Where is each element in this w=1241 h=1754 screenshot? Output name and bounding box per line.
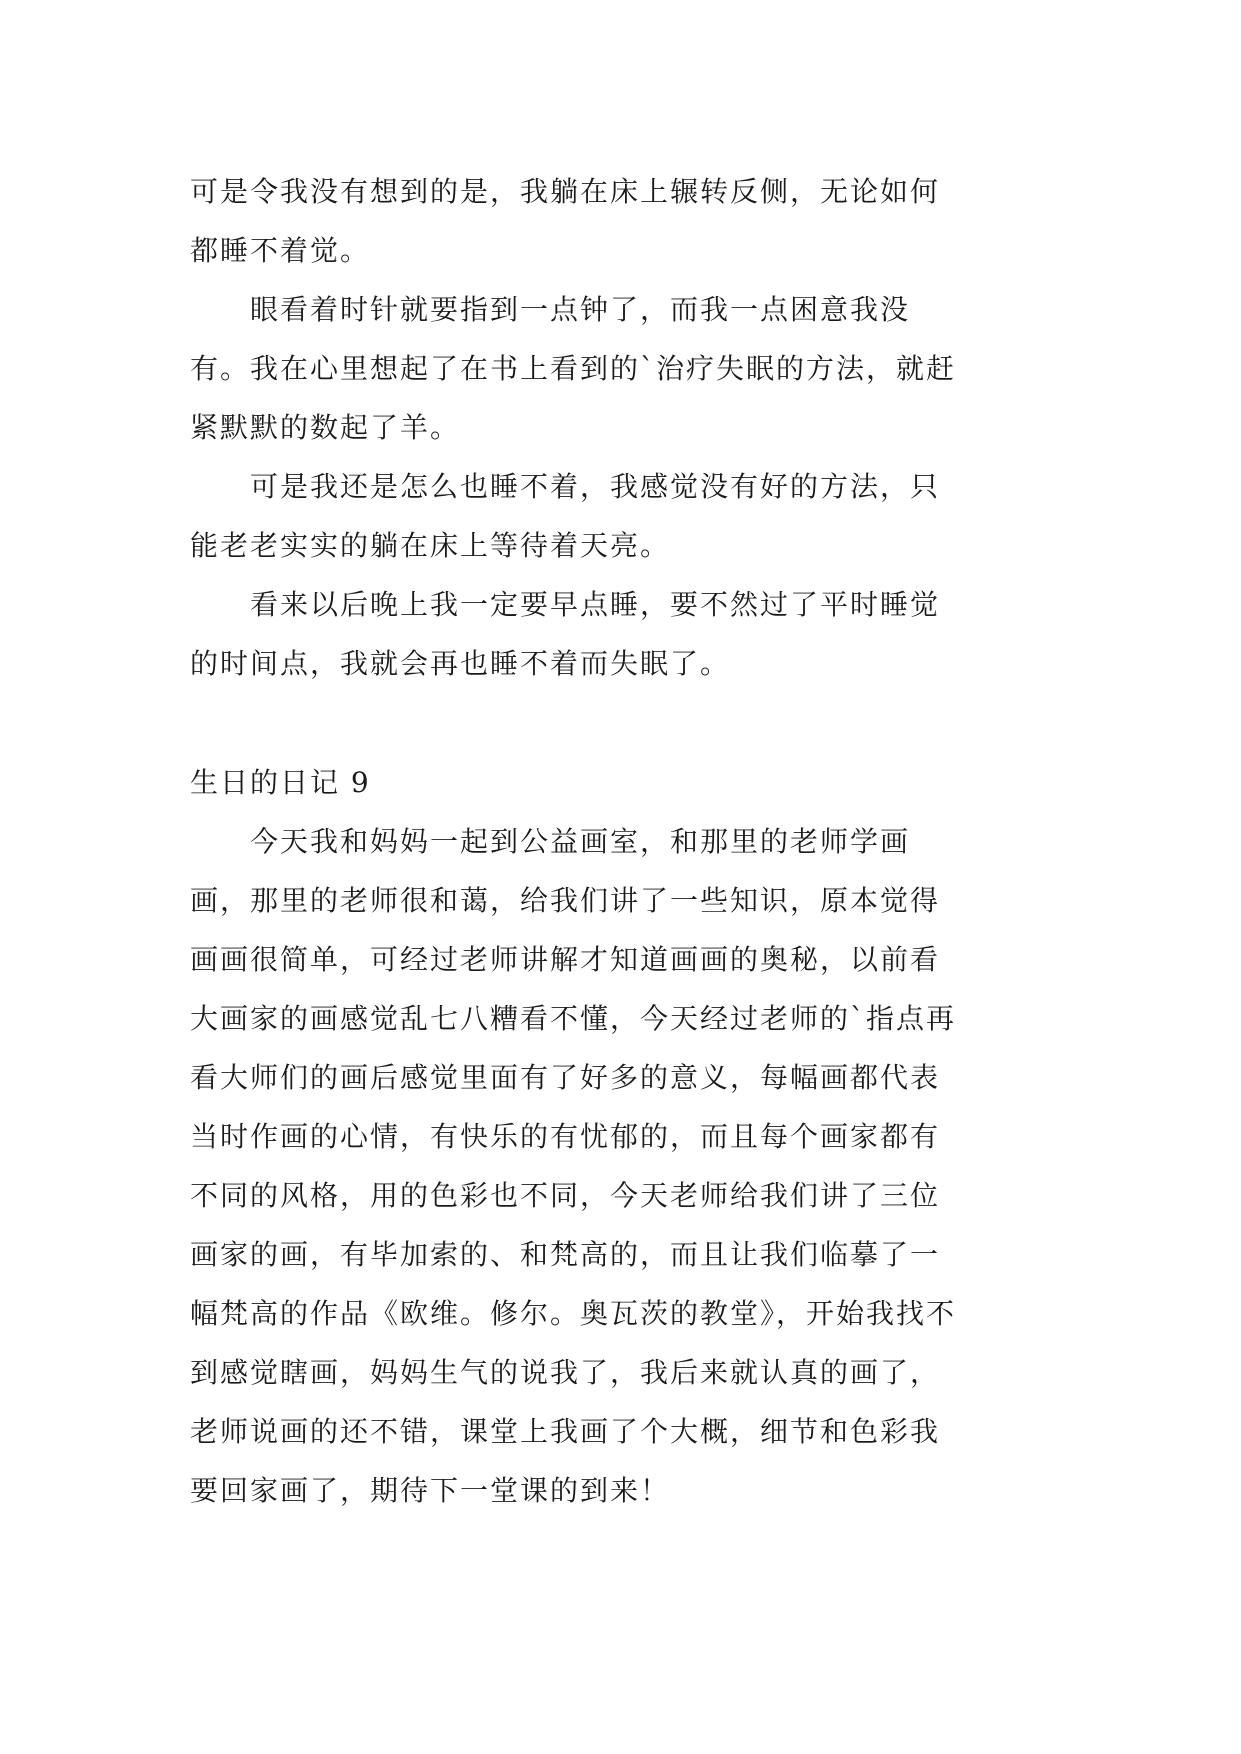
- document-page: [190, 162, 965, 1520]
- paragraph: 可是令我没有想到的是，我躺在床上辗转反侧，无论如何都睡不着觉。: [190, 175, 941, 267]
- section-title: 生日的日记 9: [190, 766, 371, 799]
- paragraph: 看来以后晚上我一定要早点睡，要不然过了平时睡觉的时间点，我就会再也睡不着而失眠了。: [190, 588, 941, 680]
- paragraph: 可是我还是怎么也睡不着，我感觉没有好的方法，只能老老实实的躺在床上等待着天亮。: [190, 470, 941, 562]
- paragraph: 眼看着时针就要指到一点钟了，而我一点困意我没有。我在心里想起了在书上看到的`治疗失眠的方法，就赶紧默默的数起了羊。: [190, 293, 957, 444]
- paragraph: 今天我和妈妈一起到公益画室，和那里的老师学画画，那里的老师很和蔼，给我们讲了一些知识，原本觉得画画很简单，可经过老师讲解才知道画画的奥秘，以前看大画家的画感觉乱七八糟看不懂，今天经过老师的`指点再看大师们的画后感觉里面有了好多的意义，每幅画都代表当时作画的心情，有快乐的有忧郁的，而且每个画家都有不同的风格，用的色彩也不同，今天老师给我们讲了三位画家的画，有毕加索的、和梵高的，而且让我们临摹了一幅梵高的作品《欧维。修尔。奥瓦茨的教堂》，开始我找不到感觉瞎画，妈妈生气的说我了，我后来就认真的画了，老师说画的还不错，课堂上我画了个大概，细节和色彩我要回家画了，期待下一堂课的到来！: [190, 825, 957, 1507]
